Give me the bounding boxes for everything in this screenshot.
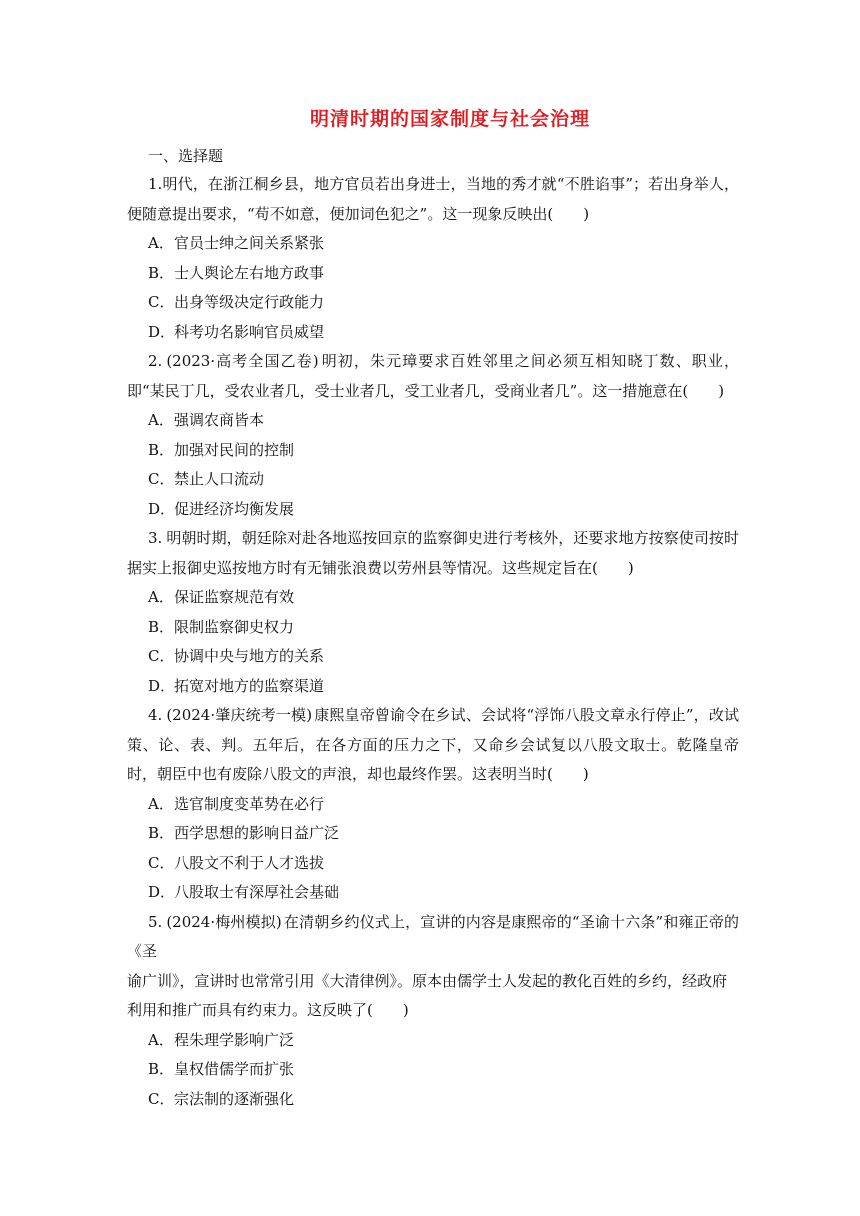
option-letter: D． [148,322,176,341]
option-a [127,1026,739,1056]
option-letter: A． [148,411,174,429]
option-text: 促进经济均衡发展 [174,499,295,518]
option-text: 禁止人口流动 [174,470,265,488]
option-text: 加强对民间的控制 [174,440,295,459]
option-b [127,259,739,289]
option-letter: C． [148,470,175,488]
question-stem [127,908,739,967]
option-letter: D． [148,676,176,695]
question-number: 4. [148,706,163,724]
option-letter: B． [148,1060,175,1078]
option-a [127,790,739,820]
option-d [127,318,739,348]
question-3 [127,524,739,701]
option-letter: A． [148,588,174,606]
question-stem [127,347,739,406]
option-text: 皇权借儒学而扩张 [174,1060,295,1078]
option-c [127,642,739,672]
option-b [127,613,739,643]
option-letter: A． [148,234,174,252]
question-list [127,170,739,1114]
option-text: 宗法制的逐渐强化 [174,1089,295,1108]
option-letter: B． [148,263,175,282]
question-stem [127,170,739,229]
option-d [127,495,739,525]
document-title: 明清时期的国家制度与社会治理 [309,108,590,130]
option-a [127,406,739,436]
option-d [127,672,739,702]
question-continuation: 谕广训》，宣讲时也常常引用《大清律例》。原本由儒学士人发起的教化百姓的乡约，经政府利用和推广而具有约束力。这反映了( ) [127,971,728,1019]
section-heading: 一、选择题 [148,147,224,165]
question-2 [127,347,739,524]
option-letter: C． [148,1089,175,1108]
option-letter: C． [148,293,175,311]
option-text: 官员士绅之间关系紧张 [174,234,325,252]
question-text: 明朝时期，朝廷除对赴各地巡按回京的监察御史进行考核外，还要求地方按察使司按时据实上报御史巡按地方时有无铺张浪费以劳州县等情况。这些规定旨在( ) [127,529,739,577]
option-a [127,583,739,613]
question-number: 3. [148,529,163,547]
question-text: 康熙皇帝曾谕令在乡试、会试将“浮饰八股文章永行停止”，改试策、论、表、判。五年后，在各方面的压力之下，又命乡会试复以八股文取士。乾隆皇帝时，朝臣中也有废除八股文的声浪，却也最终作罢。这表明当时( ) [127,706,739,783]
question-1 [127,170,739,347]
option-c [127,1085,739,1115]
question-source: (2024·肇庆统考一模) [166,706,313,724]
option-letter: C． [148,853,175,872]
option-a [127,229,739,259]
option-text: 西学思想的影响日益广泛 [174,824,340,842]
option-text: 拓宽对地方的监察渠道 [174,676,325,695]
option-b [127,436,739,466]
question-stem [127,701,739,790]
question-number: 5. [148,912,163,931]
option-text: 协调中央与地方的关系 [174,647,325,665]
option-text: 限制监察御史权力 [174,617,295,636]
question-number: 1. [148,175,163,193]
option-c [127,849,739,879]
question-text: 在清朝乡约仪式上，宣讲的内容是康熙帝的“圣谕十六条”和雍正帝的《圣 [127,912,739,960]
option-text: 保证监察规范有效 [174,588,295,606]
question-5 [127,908,739,1115]
option-letter: B． [148,440,175,459]
option-letter: A． [148,794,174,813]
option-letter: B． [148,824,175,842]
option-text: 八股文不利于人才选拔 [174,853,325,872]
option-c [127,465,739,495]
question-source: (2023·高考全国乙卷) [166,352,319,370]
option-letter: D． [148,883,176,901]
option-text: 士人舆论左右地方政事 [174,263,325,282]
option-d [127,878,739,908]
option-text: 出身等级决定行政能力 [174,293,325,311]
option-letter: D． [148,499,176,518]
option-text: 八股取士有深厚社会基础 [174,883,340,901]
question-stem [127,524,739,583]
option-letter: C． [148,647,175,665]
option-letter: B． [148,617,175,636]
question-text: 明代，在浙江桐乡县，地方官员若出身进士，当地的秀才就“不胜谄事”；若出身举人，便随意提出要求，“苟不如意，便加词色犯之”。这一现象反映出( ) [127,175,739,223]
question-source: (2024·梅州模拟) [166,912,282,931]
question-text: 明初，朱元璋要求百姓邻里之间必须互相知晓丁数、职业，即“某民丁几，受农业者几，受士业者几，受工业者几，受商业者几”。这一措施意在( ) [127,352,739,400]
option-b [127,819,739,849]
option-b [127,1055,739,1085]
question-4 [127,701,739,908]
option-text: 选官制度变革势在必行 [174,794,325,813]
option-text: 程朱理学影响广泛 [174,1030,295,1049]
option-text: 强调农商皆本 [174,411,265,429]
option-text: 科考功名影响官员威望 [174,322,325,341]
question-number: 2. [148,352,163,370]
option-c [127,288,739,318]
option-letter: A． [148,1030,174,1049]
